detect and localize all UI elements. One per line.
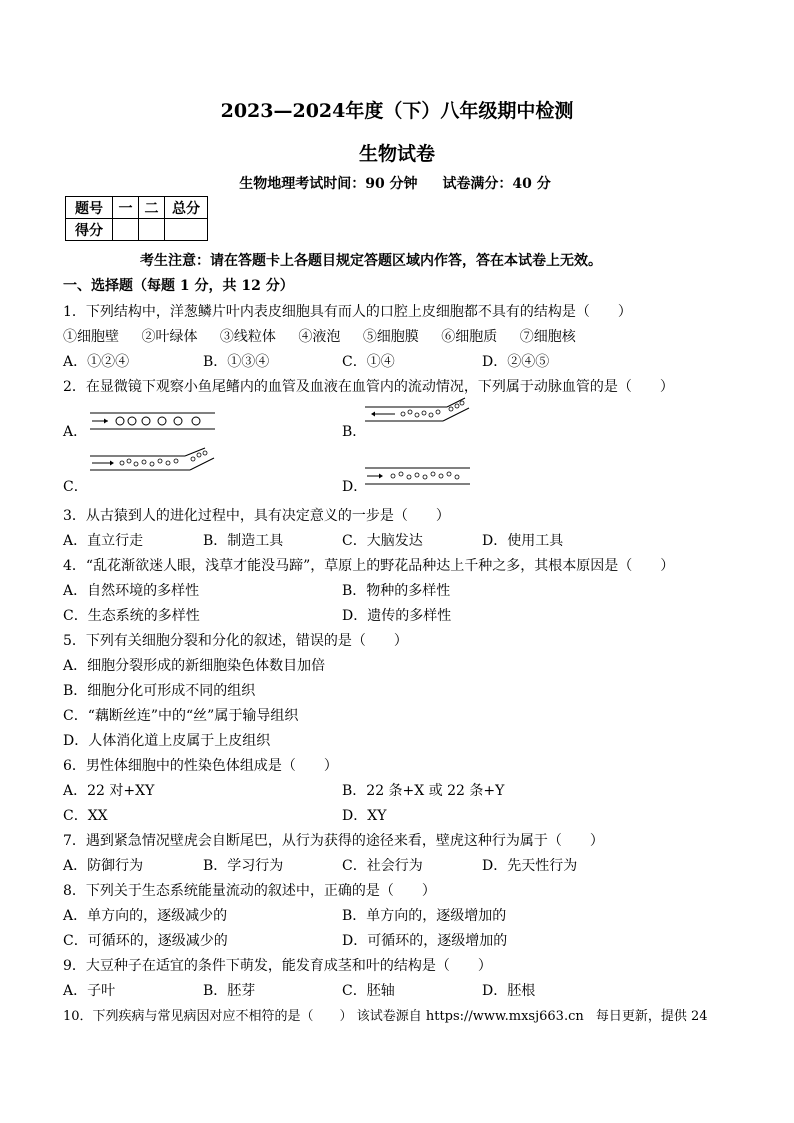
item: ⑥细胞质 [441, 329, 498, 345]
item: ②叶绿体 [141, 329, 198, 345]
item: ⑤细胞膜 [362, 329, 419, 345]
question-10-stem: 10．下列疾病与常见病因对应不相符的是（ ） [63, 1009, 353, 1024]
option-a[interactable]: A． [63, 424, 88, 440]
item: ③线粒体 [219, 329, 276, 345]
option-c[interactable]: C．XX [63, 808, 108, 824]
score-input-cell[interactable] [139, 219, 165, 241]
option-c[interactable]: C． [63, 479, 88, 495]
vessel-diagram-a [90, 410, 220, 432]
option-d[interactable]: D．使用工具 [482, 533, 564, 549]
score-cell: 总分 [165, 197, 208, 219]
vessel-diagram-b [365, 398, 475, 432]
score-input-cell[interactable] [113, 219, 139, 241]
option-d[interactable]: D．胚根 [482, 983, 536, 999]
question-4-stem: 4．“乱花渐欲迷人眼，浅草才能没马蹄”，草原上的野花品种达上千种之多，其根本原因是（ ） [63, 558, 675, 574]
vessel-diagram-d [365, 465, 475, 487]
option-c[interactable]: C．“藕断丝连”中的“丝”属于输导组织 [63, 708, 299, 724]
item: ⑦细胞核 [519, 329, 576, 345]
score-cell: 得分 [66, 219, 113, 241]
score-cell: 一 [113, 197, 139, 219]
option-d[interactable]: D．②④⑤ [482, 354, 550, 370]
option-b[interactable]: B．22 条+X 或 22 条+Y [342, 783, 505, 799]
option-d[interactable]: D．XY [342, 808, 387, 824]
option-c[interactable]: C．大脑发达 [342, 533, 423, 549]
question-6-stem: 6．男性体细胞中的性染色体组成是（ ） [63, 758, 338, 774]
option-a[interactable]: A．直立行走 [63, 533, 144, 549]
subject-title: 生物试卷 [358, 143, 435, 165]
option-c[interactable]: C．胚轴 [342, 983, 395, 999]
vessel-diagram-c [90, 448, 220, 478]
source-link[interactable]: https://www.mxsj663.cn [425, 1009, 584, 1024]
item: ④液泡 [298, 329, 341, 345]
exam-title: 2023—2024年度（下）八年级期中检测 [220, 100, 574, 122]
option-c[interactable]: C．生态系统的多样性 [63, 608, 200, 624]
option-c[interactable]: C．可循环的，逐级减少的 [63, 933, 228, 949]
source-text: 该试卷源自 [356, 1009, 422, 1024]
question-5-stem: 5．下列有关细胞分裂和分化的叙述，错误的是（ ） [63, 633, 408, 649]
exam-time: 生物地理考试时间：90 分钟 [239, 176, 418, 192]
option-b[interactable]: B．单方向的，逐级增加的 [342, 908, 507, 924]
source-tail: 每日更新，提供 24 [595, 1009, 708, 1024]
option-a[interactable]: A．自然环境的多样性 [63, 583, 200, 599]
option-b[interactable]: B．胚芽 [203, 983, 256, 999]
exam-notice: 考生注意：请在答题卡上各题目规定答题区域内作答，答在本试卷上无效。 [140, 253, 602, 269]
option-d[interactable]: D． [342, 479, 368, 495]
option-a[interactable]: A．防御行为 [63, 858, 144, 874]
option-a[interactable]: A．22 对+XY [63, 783, 155, 799]
score-input-cell[interactable] [165, 219, 208, 241]
question-1-items [63, 326, 594, 346]
option-d[interactable]: D．先天性行为 [482, 858, 578, 874]
question-1-stem: 1．下列结构中，洋葱鳞片叶内表皮细胞具有而人的口腔上皮细胞都不具有的结构是（ ） [63, 304, 632, 320]
score-table-score-row [66, 219, 208, 241]
score-table [65, 196, 208, 241]
question-3-stem: 3．从古猿到人的进化过程中，具有决定意义的一步是（ ） [63, 508, 450, 524]
item: ①细胞壁 [63, 329, 119, 345]
score-cell: 题号 [66, 197, 113, 219]
option-d[interactable]: D．人体消化道上皮属于上皮组织 [63, 733, 271, 749]
question-10-line [63, 1005, 708, 1024]
option-c[interactable]: C．社会行为 [342, 858, 423, 874]
option-c[interactable]: C．①④ [342, 354, 395, 370]
option-b[interactable]: B．细胞分化可形成不同的组织 [63, 683, 256, 699]
exam-meta [180, 173, 610, 193]
exam-full-score: 试卷满分：40 分 [442, 176, 551, 192]
question-2-stem: 2．在显微镜下观察小鱼尾鳍内的血管及血液在血管内的流动情况，下列属于动脉血管的是（ ） [63, 379, 674, 395]
question-8-stem: 8．下列关于生态系统能量流动的叙述中，正确的是（ ） [63, 883, 436, 899]
option-a[interactable]: A．子叶 [63, 983, 116, 999]
score-table-header-row [66, 197, 208, 219]
question-9-stem: 9．大豆种子在适宜的条件下萌发，能发育成茎和叶的结构是（ ） [63, 958, 492, 974]
option-d[interactable]: D．可循环的，逐级增加的 [342, 933, 508, 949]
option-d[interactable]: D．遗传的多样性 [342, 608, 452, 624]
option-b[interactable]: B．物种的多样性 [342, 583, 451, 599]
option-b[interactable]: B．学习行为 [203, 858, 284, 874]
option-a[interactable]: A．单方向的，逐级减少的 [63, 908, 228, 924]
question-7-stem: 7．遇到紧急情况壁虎会自断尾巴，从行为获得的途径来看，壁虎这种行为属于（ ） [63, 833, 604, 849]
option-a[interactable]: A．细胞分裂形成的新细胞染色体数目加倍 [63, 658, 326, 674]
option-b[interactable]: B．制造工具 [203, 533, 284, 549]
option-b[interactable]: B． [342, 424, 367, 440]
option-a[interactable]: A．①②④ [63, 354, 130, 370]
section-heading: 一、选择题（每题 1 分，共 12 分） [63, 278, 294, 294]
option-b[interactable]: B．①③④ [203, 354, 270, 370]
score-cell: 二 [139, 197, 165, 219]
